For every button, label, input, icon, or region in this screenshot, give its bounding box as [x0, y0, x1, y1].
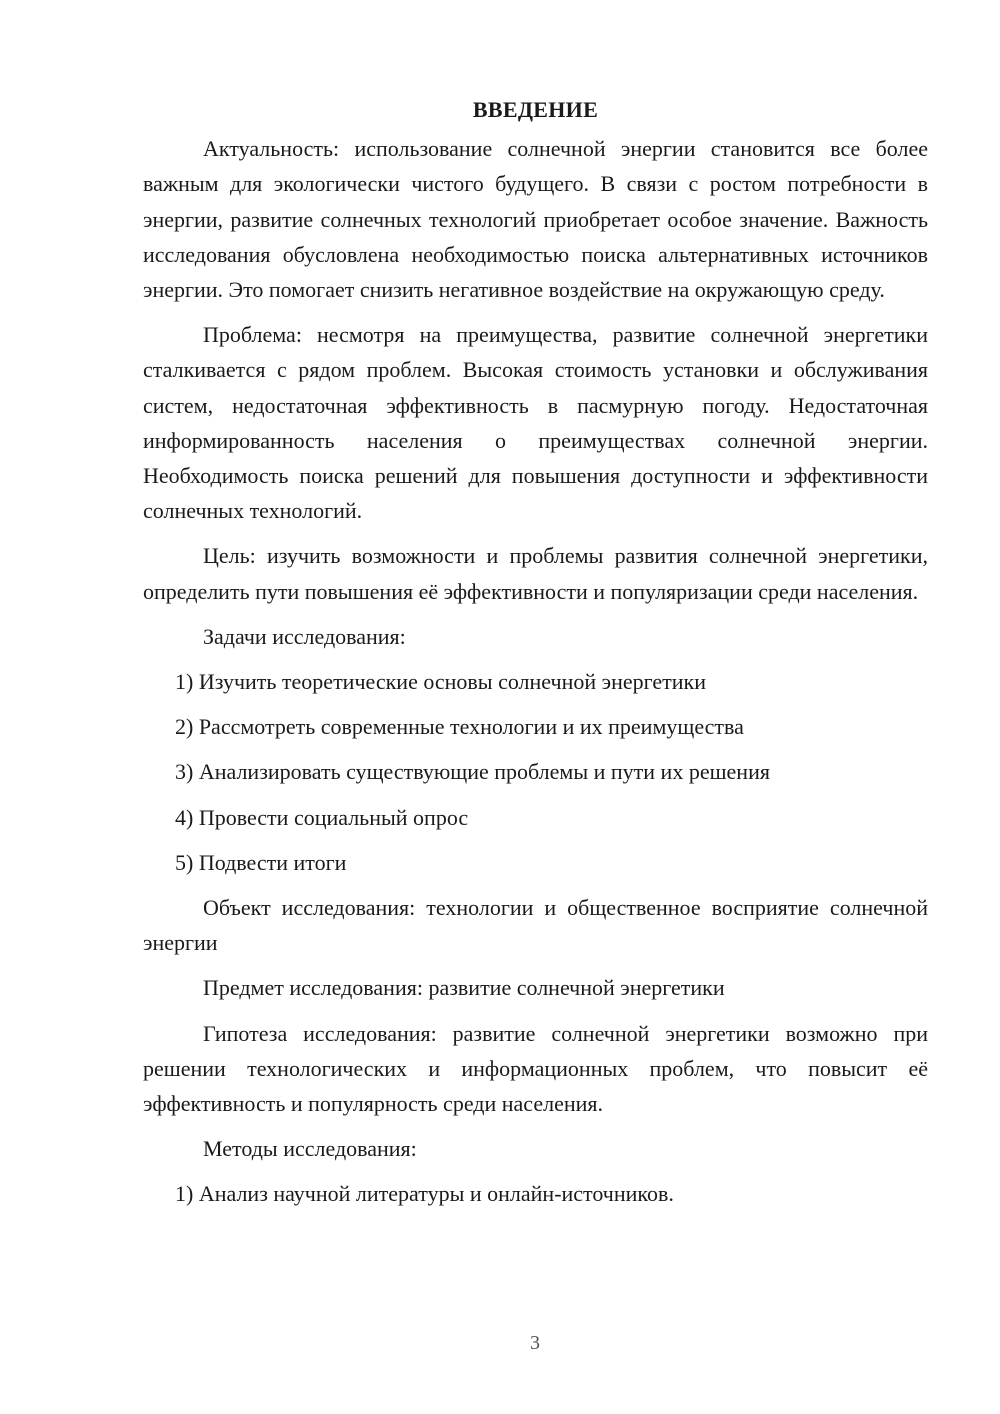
problem-paragraph: Проблема: несмотря на преимущества, развитие солнечной энергетики сталкивается с рядом проблем. Высокая стоимость установки и обслуживания систем, недостаточная эффективность в пасмурную погоду. Недостаточная информированность населения о преимуществах солнечной энергии. Необходимость поиска решений для повышения доступности и эффективности солнечных технологий.: [143, 322, 928, 524]
task-item-1: 1) Изучить теоретические основы солнечной энергетики: [175, 669, 706, 695]
methods-label: Методы исследования:: [203, 1136, 417, 1162]
page-title: ВВЕДЕНИЕ: [472, 97, 599, 122]
task-item-4: 4) Провести социальный опрос: [175, 804, 469, 830]
page-content: [143, 92, 928, 1222]
task-item-2: 2) Рассмотреть современные технологии и их преимущества: [175, 714, 744, 740]
task-item-5: 5) Подвести итоги: [175, 849, 347, 875]
hypothesis-paragraph: Гипотеза исследования: развитие солнечной энергетики возможно при решении технологических и информационных проблем, что повысит её эффективность и популярность среди населения.: [143, 1020, 928, 1117]
subject-paragraph: Предмет исследования: развитие солнечной энергетики: [203, 975, 725, 1001]
task-item-3: 3) Анализировать существующие проблемы и пути их решения: [175, 759, 770, 785]
page-number: 3: [530, 1332, 540, 1354]
object-paragraph: Объект исследования: технологии и общественное восприятие солнечной энергии: [143, 895, 928, 956]
methods-list: [143, 1176, 928, 1211]
method-item-1: 1) Анализ научной литературы и онлайн-источников.: [175, 1181, 674, 1207]
relevance-paragraph: Актуальность: использование солнечной энергии становится все более важным для экологически чистого будущего. В связи с ростом потребности в энергии, развитие солнечных технологий приобретает особое значение. Важность исследования обусловлена необходимостью поиска альтернативных источников энергии. Это помогает снизить негативное воздействие на окружающую среду.: [143, 136, 928, 303]
tasks-list: [143, 664, 928, 880]
tasks-label: Задачи исследования:: [203, 623, 406, 649]
goal-paragraph: Цель: изучить возможности и проблемы развития солнечной энергетики, определить пути повышения её эффективности и популяризации среди населения.: [143, 543, 928, 604]
